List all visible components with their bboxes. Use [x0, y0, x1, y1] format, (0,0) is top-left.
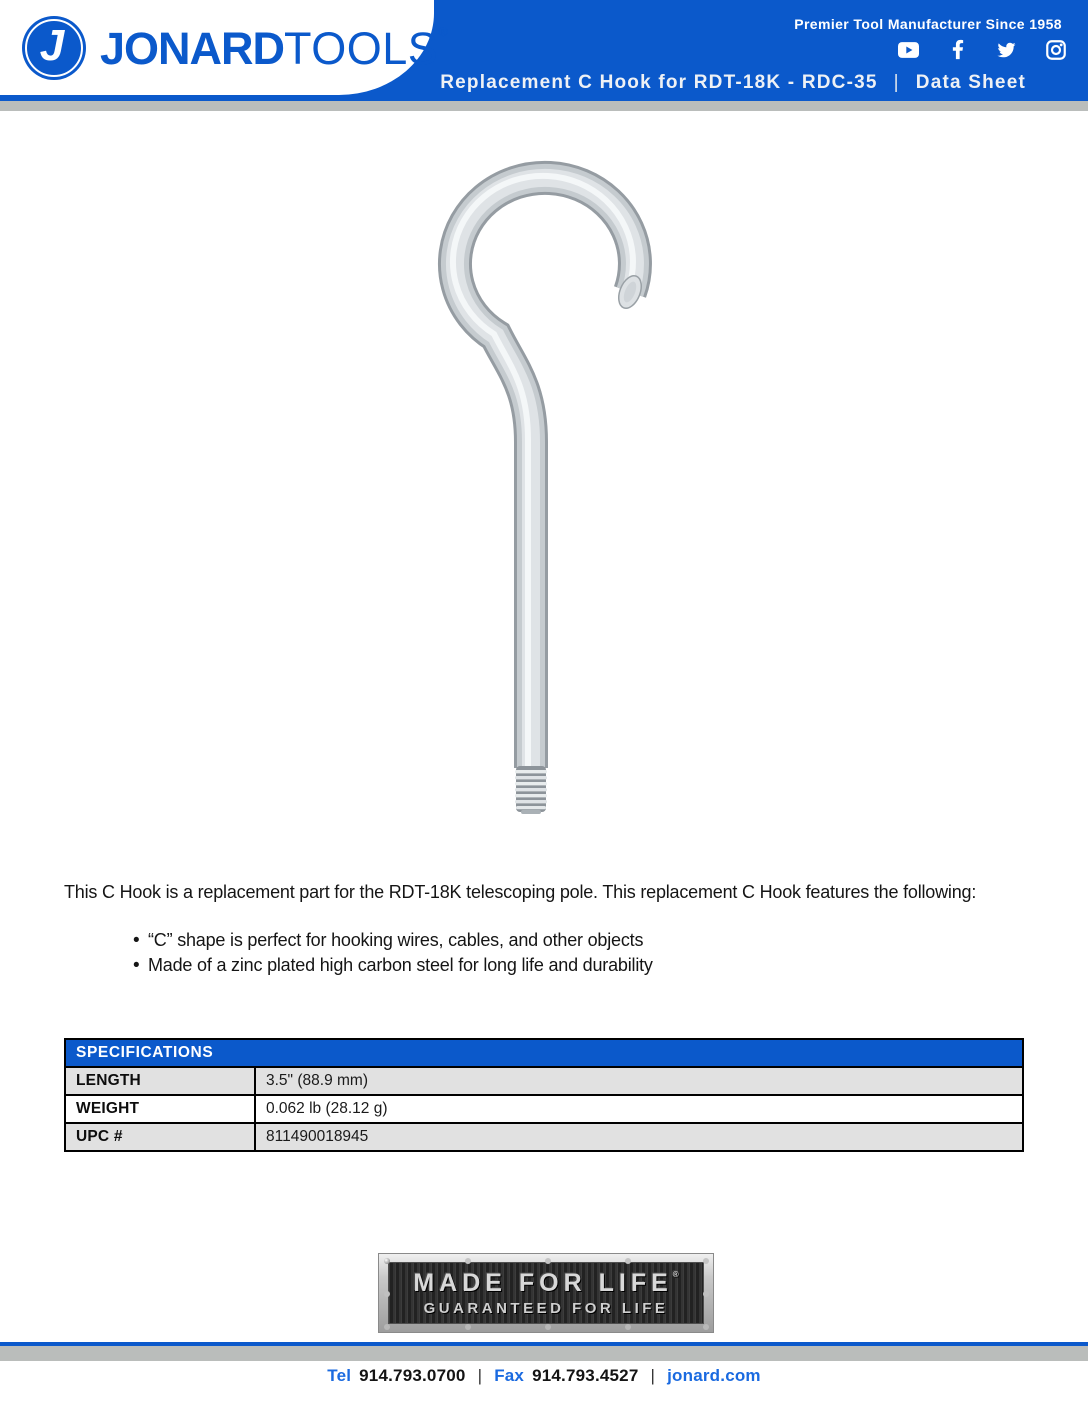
- table-row: [65, 1095, 1023, 1123]
- product-title: Replacement C Hook for RDT-18K - RDC-35: [440, 72, 878, 93]
- instagram-icon[interactable]: [1045, 39, 1066, 60]
- spec-table-title: SPECIFICATIONS: [65, 1039, 1023, 1067]
- jonard-logo-mark: [22, 16, 86, 80]
- fax-number: 914.793.4527: [532, 1366, 639, 1385]
- badge-plate: [388, 1262, 704, 1324]
- specifications-table: [64, 1038, 1024, 1152]
- social-links: [898, 39, 1066, 60]
- youtube-icon[interactable]: [898, 39, 919, 60]
- title-separator: |: [893, 72, 900, 93]
- document-title-bar: [440, 72, 1026, 94]
- badge-subtitle: GUARANTEED FOR LIFE: [423, 1300, 669, 1317]
- logo-j-letter: J: [39, 20, 65, 70]
- product-description: This C Hook is a replacement part for the RDT-18K telescoping pole. This replacement C Hook features the following:: [64, 882, 977, 902]
- table-row: [65, 1123, 1023, 1151]
- badge-title: MADE FOR LIFE®: [413, 1269, 679, 1297]
- tel-number: 914.793.0700: [359, 1366, 466, 1385]
- wordmark-jonard: JONARD: [100, 22, 285, 74]
- website-link[interactable]: jonard.com: [667, 1366, 761, 1385]
- rivet-decoration: [384, 1258, 390, 1264]
- contact-separator: |: [477, 1366, 483, 1385]
- header-divider-strip: [0, 101, 1088, 111]
- twitter-icon[interactable]: [996, 39, 1017, 60]
- spec-label: WEIGHT: [65, 1095, 255, 1123]
- feature-list: [148, 928, 653, 978]
- table-row: [65, 1067, 1023, 1095]
- threaded-tip: [515, 766, 547, 814]
- spec-value: 3.5" (88.9 mm): [255, 1067, 1023, 1095]
- badge-registered-mark: ®: [672, 1270, 679, 1279]
- feature-item: • Made of a zinc plated high carbon steel for long life and durability: [148, 953, 653, 978]
- made-for-life-badge: [378, 1253, 714, 1333]
- header: [0, 0, 1088, 101]
- spec-header-row: [65, 1039, 1023, 1067]
- product-image-c-hook: [350, 150, 750, 830]
- jonard-wordmark: [100, 22, 448, 74]
- spec-value: 811490018945: [255, 1123, 1023, 1151]
- spec-value: 0.062 lb (28.12 g): [255, 1095, 1023, 1123]
- contact-separator: |: [650, 1366, 656, 1385]
- footer-divider-strip: [0, 1346, 1088, 1361]
- facebook-icon[interactable]: [947, 39, 968, 60]
- doc-type-label: Data Sheet: [915, 72, 1026, 93]
- footer-contact: [0, 1366, 1088, 1386]
- header-tagline: Premier Tool Manufacturer Since 1958: [794, 16, 1062, 32]
- spec-label: UPC #: [65, 1123, 255, 1151]
- spec-label: LENGTH: [65, 1067, 255, 1095]
- fax-label: Fax: [494, 1366, 525, 1385]
- feature-item: • “C” shape is perfect for hooking wires, cables, and other objects: [148, 928, 653, 953]
- tel-label: Tel: [327, 1366, 352, 1385]
- registered-mark: ®: [438, 23, 448, 39]
- logo-panel: [0, 0, 448, 95]
- wordmark-tools: TOOLS: [284, 22, 439, 74]
